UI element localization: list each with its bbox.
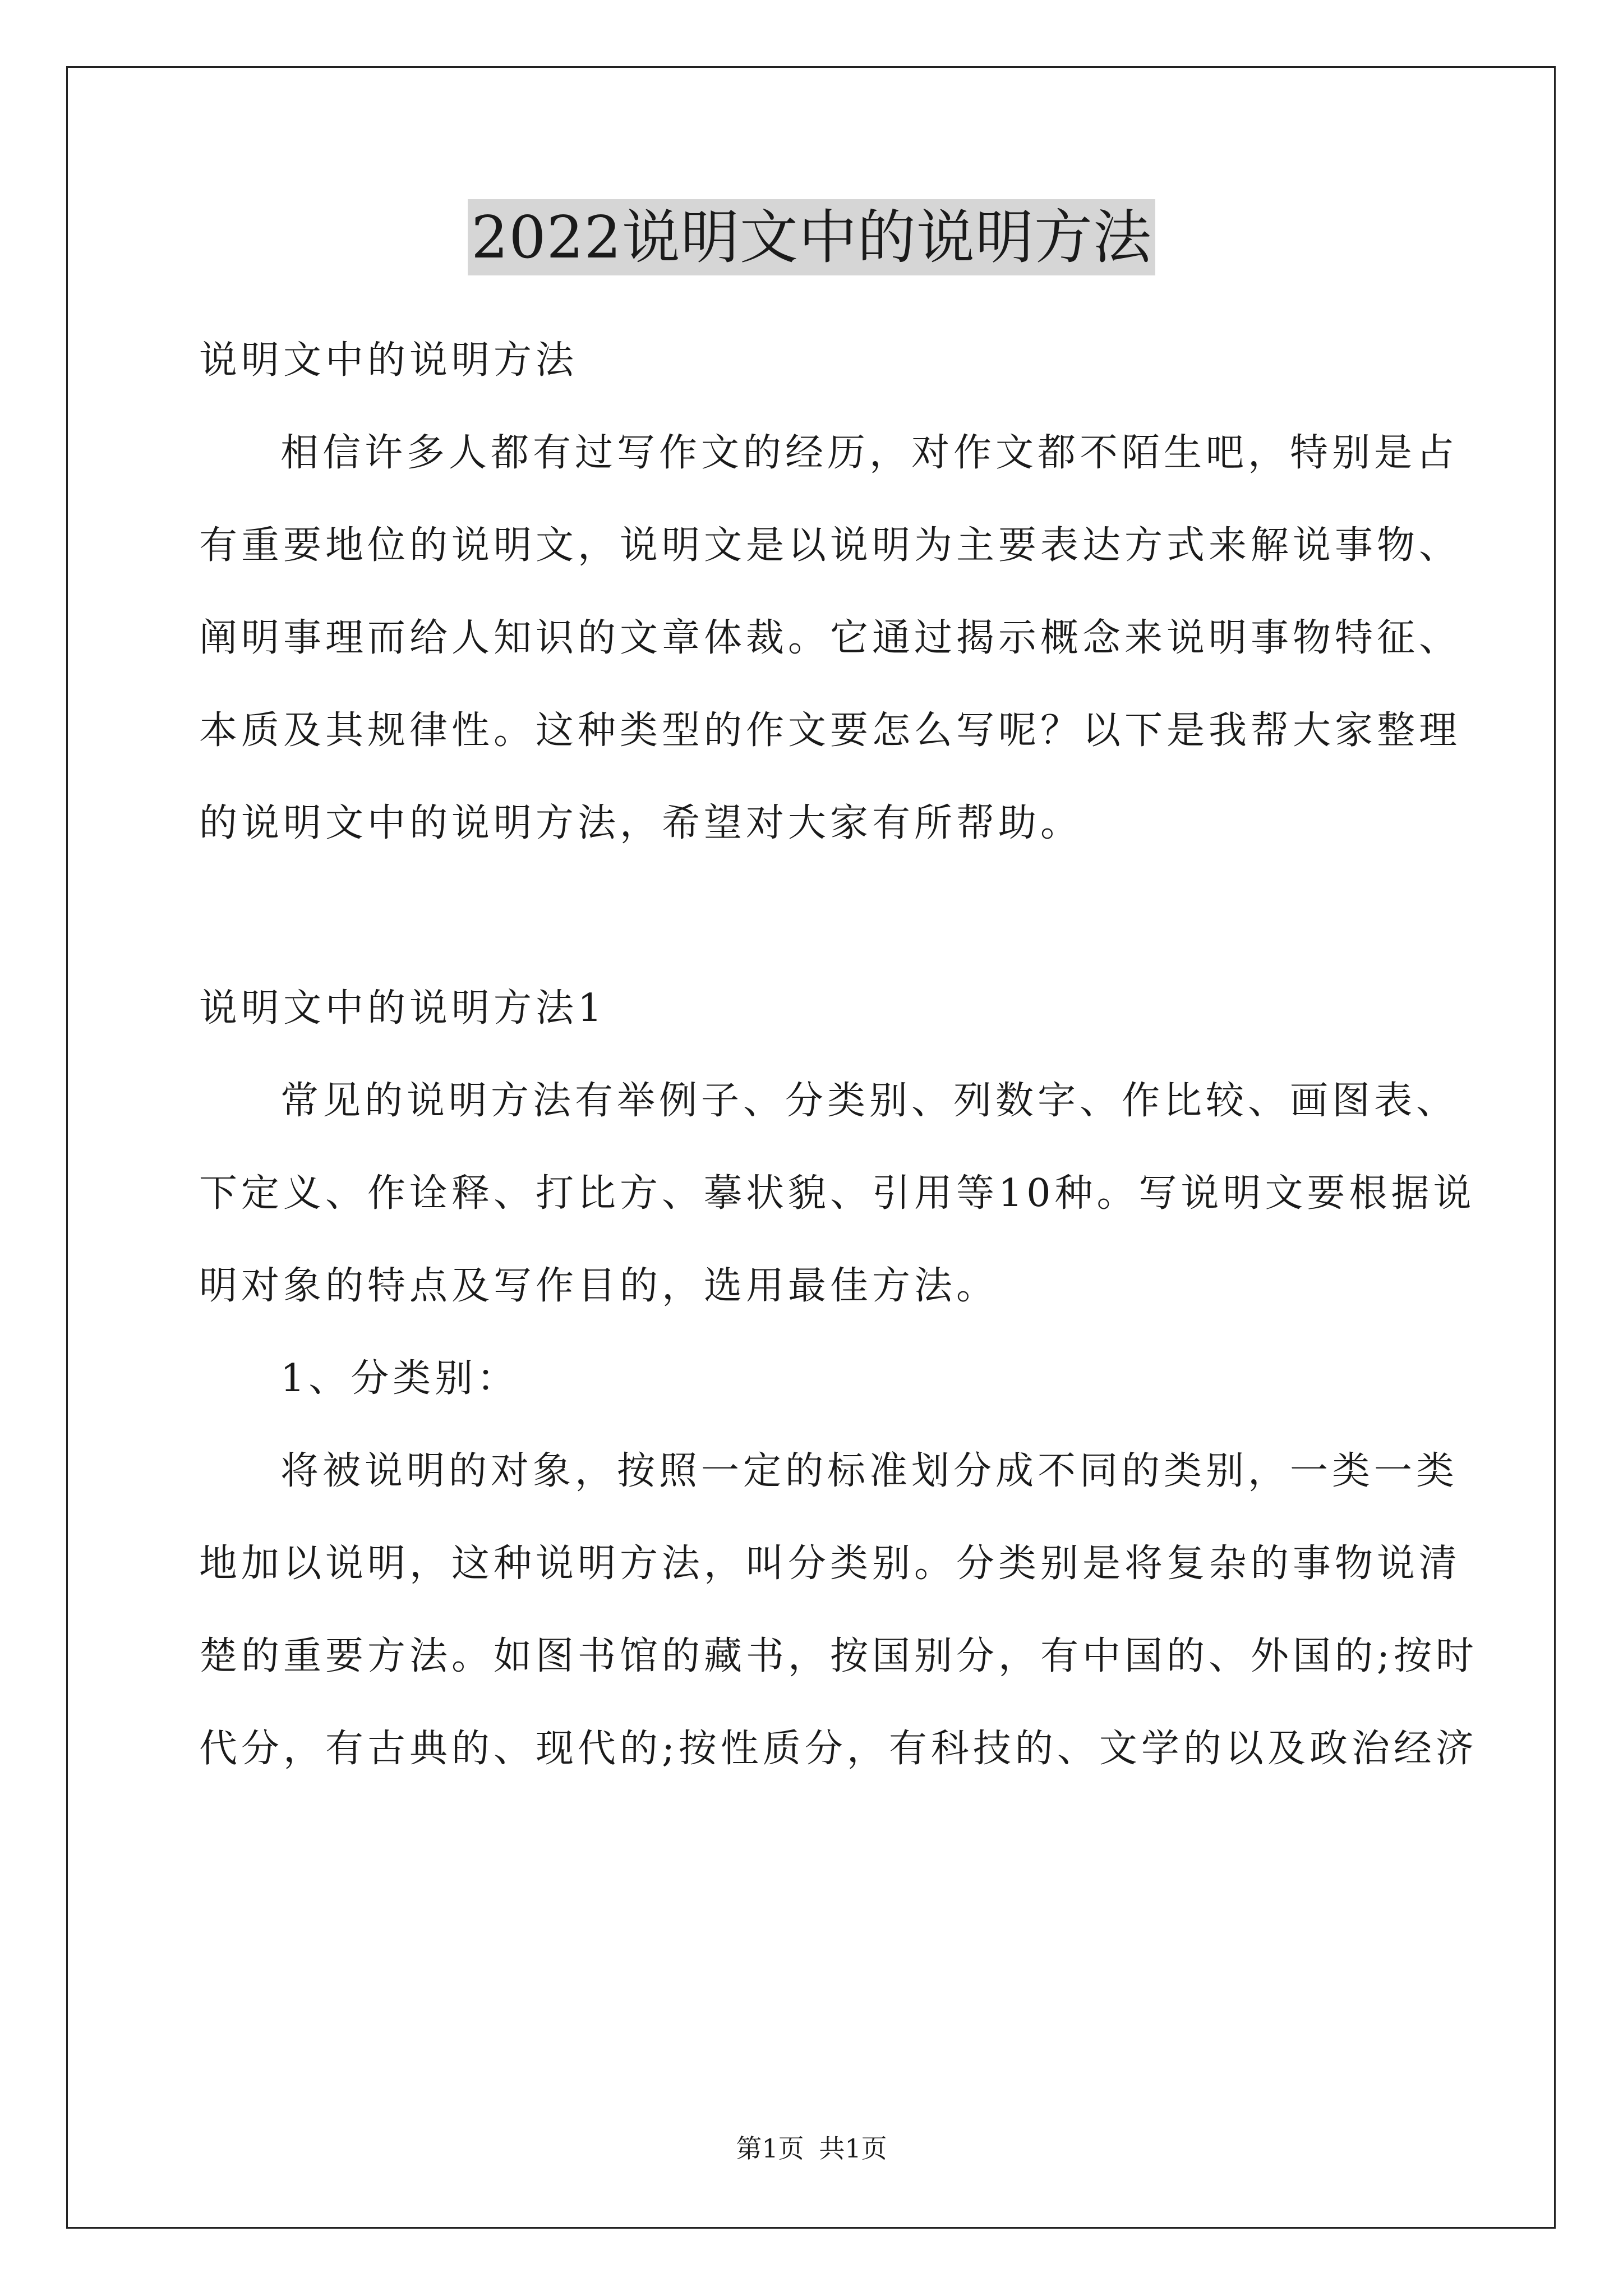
section-heading: 说明文中的说明方法1 [199,986,606,1030]
title-area [0,199,1623,275]
paragraph-line: 本质及其规律性。这种类型的作文要怎么写呢？以下是我帮大家整理 [199,708,1461,753]
paragraph-line: 楚的重要方法。如图书馆的藏书，按国别分，有中国的、外国的;按时 [199,1634,1478,1678]
paragraph-line: 的说明文中的说明方法，希望对大家有所帮助。 [199,801,1083,845]
paragraph-line: 代分，有古典的、现代的;按性质分，有科技的、文学的以及政治经济 [199,1727,1478,1771]
paragraph-line: 地加以说明，这种说明方法，叫分类别。分类别是将复杂的事物说清 [199,1542,1461,1586]
document-title: 2022说明文中的说明方法 [468,199,1155,275]
paragraph-line: 相信许多人都有过写作文的经历，对作文都不陌生吧，特别是占 [280,431,1459,475]
paragraph-line: 有重要地位的说明文，说明文是以说明为主要表达方式来解说事物、 [199,523,1461,568]
paragraph-line: 阐明事理而给人知识的文章体裁。它通过揭示概念来说明事物特征、 [199,616,1461,660]
subheading-line: 1、分类别： [280,1356,519,1401]
blank-line [199,869,1433,962]
total-pages-label: 共1页 [819,2133,887,2164]
heading-intro: 说明文中的说明方法 [199,338,578,383]
document-body [199,314,1478,1795]
paragraph-line: 将被说明的对象，按照一定的标准划分成不同的类别，一类一类 [280,1449,1459,1493]
paragraph-line: 下定义、作诠释、打比方、摹状貌、引用等10种。写说明文要根据说 [199,1171,1476,1216]
page-footer [0,2132,1623,2165]
paragraph-line: 常见的说明方法有举例子、分类别、列数字、作比较、画图表、 [280,1079,1459,1123]
paragraph-line: 明对象的特点及写作目的，选用最佳方法。 [199,1264,999,1308]
current-page-label: 第1页 [736,2133,804,2164]
